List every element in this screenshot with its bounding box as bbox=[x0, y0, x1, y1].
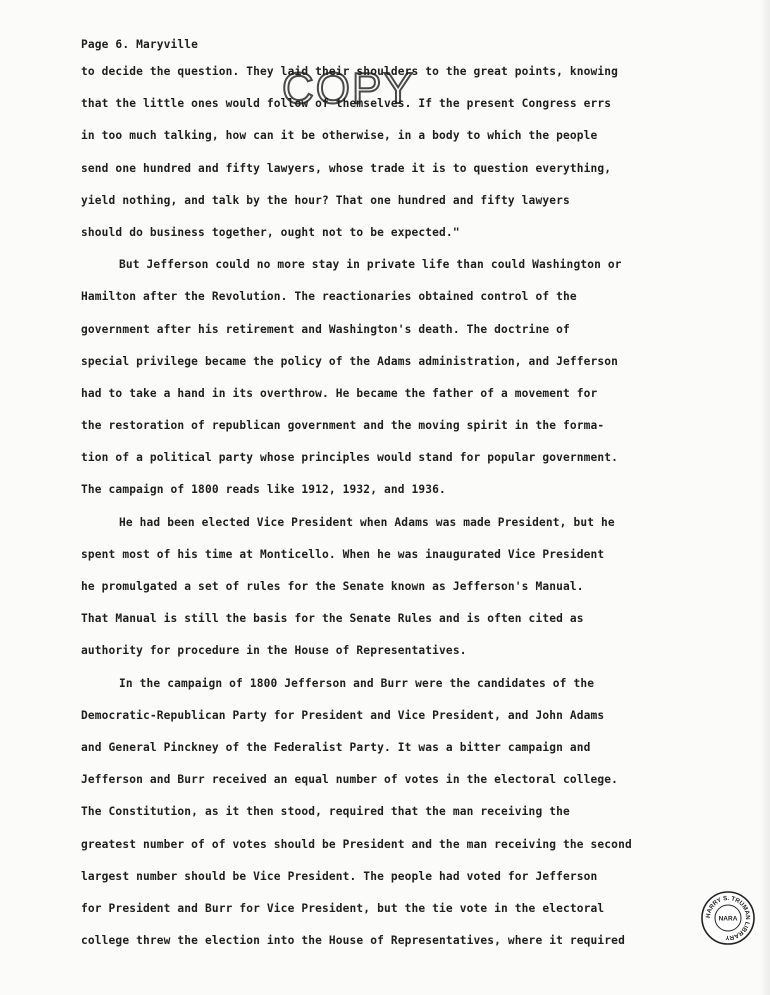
text-line: Jefferson and Burr received an equal number of votes in the electoral college. bbox=[81, 773, 619, 787]
text-line: authority for procedure in the House of Representatives. bbox=[81, 644, 467, 658]
paragraph-start-line: In the campaign of 1800 Jefferson and Burr were the candidates of the bbox=[119, 676, 595, 690]
seal-ring-text: HARRY S. TRUMAN LIBRARY bbox=[704, 894, 752, 942]
text-line: yield nothing, and talk by the hour? That one hundred and fifty lawyers bbox=[81, 193, 570, 207]
text-line: greatest number of of votes should be President and the man receiving the second bbox=[81, 837, 632, 851]
paragraph-start-line: He had been elected Vice President when Adams was made President, but he bbox=[119, 515, 615, 529]
paragraph-start-line: But Jefferson could no more stay in private life than could Washington or bbox=[119, 258, 622, 272]
text-line: for President and Burr for Vice President, but the tie vote in the electoral bbox=[81, 901, 605, 915]
text-line: should do business together, ought not to be expected." bbox=[81, 225, 460, 239]
seal-center-text: NARA bbox=[718, 915, 738, 923]
text-line: to decide the question. They laid their shoulders to the great points, knowing bbox=[81, 65, 619, 78]
truman-library-seal bbox=[700, 890, 756, 946]
text-line: send one hundred and fifty lawyers, whose trade it is to question everything, bbox=[81, 161, 612, 175]
text-line: special privilege became the policy of the Adams administration, and Jefferson bbox=[81, 354, 619, 368]
page-header: Page 6. Maryville bbox=[81, 38, 199, 51]
text-line: largest number should be Vice President. The people had voted for Jefferson bbox=[81, 869, 598, 883]
text-line: Hamilton after the Revolution. The reactionaries obtained control of the bbox=[81, 290, 577, 304]
text-line: in too much talking, how can it be otherwise, in a body to which the people bbox=[81, 129, 598, 143]
body-text bbox=[81, 62, 741, 963]
text-line: The campaign of 1800 reads like 1912, 1932, and 1936. bbox=[81, 483, 446, 497]
text-line: government after his retirement and Washington's death. The doctrine of bbox=[81, 322, 570, 336]
page-edge-shadow bbox=[760, 0, 770, 995]
text-line: spent most of his time at Monticello. When he was inaugurated Vice President bbox=[81, 547, 605, 561]
text-line: The Constitution, as it then stood, required that the man receiving the bbox=[81, 805, 570, 819]
text-line: Democratic-Republican Party for President and Vice President, and John Adams bbox=[81, 708, 605, 722]
copy-stamp: COPY bbox=[282, 64, 415, 113]
text-line: had to take a hand in its overthrow. He became the father of a movement for bbox=[81, 386, 598, 400]
text-line: That Manual is still the basis for the Senate Rules and is often cited as bbox=[81, 612, 584, 626]
text-line: tion of a political party whose principles would stand for popular government. bbox=[81, 451, 619, 465]
text-line: that the little ones would follow of themselves. If the present Congress errs bbox=[81, 97, 612, 111]
text-line: he promulgated a set of rules for the Senate known as Jefferson's Manual. bbox=[81, 580, 584, 593]
text-line: the restoration of republican government and the moving spirit in the forma- bbox=[81, 419, 605, 433]
text-line: college threw the election into the House of Representatives, where it required bbox=[81, 934, 625, 948]
text-line: and General Pinckney of the Federalist Party. It was a bitter campaign and bbox=[81, 740, 591, 754]
